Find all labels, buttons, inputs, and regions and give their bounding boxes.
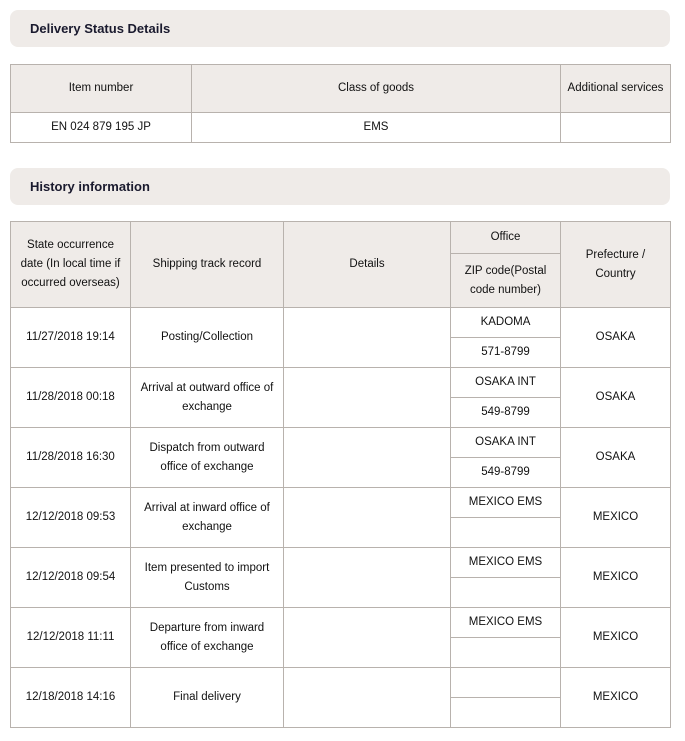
- office-cell: MEXICO EMS: [451, 548, 561, 578]
- history-table: [10, 221, 671, 728]
- item-number-cell: EN 024 879 195 JP: [11, 113, 192, 143]
- header-prefecture: Prefecture / Country: [561, 222, 671, 308]
- track-record-cell: Item presented to import Customs: [131, 548, 284, 608]
- details-cell: [284, 668, 451, 728]
- delivery-status-heading: Delivery Status Details: [10, 10, 670, 47]
- prefecture-cell: MEXICO: [561, 548, 671, 608]
- delivery-status-table: [10, 64, 671, 143]
- class-of-goods-cell: EMS: [192, 113, 561, 143]
- history-row: [11, 668, 671, 698]
- history-row: [11, 608, 671, 638]
- details-cell: [284, 368, 451, 428]
- history-row: [11, 428, 671, 458]
- office-cell: OSAKA INT: [451, 428, 561, 458]
- date-cell: 12/12/2018 09:53: [11, 488, 131, 548]
- header-class-of-goods: Class of goods: [192, 65, 561, 113]
- header-additional-services: Additional services: [561, 65, 671, 113]
- track-record-cell: Final delivery: [131, 668, 284, 728]
- zip-cell: 571-8799: [451, 338, 561, 368]
- prefecture-cell: OSAKA: [561, 308, 671, 368]
- history-heading: History information: [10, 168, 670, 205]
- details-cell: [284, 428, 451, 488]
- track-record-cell: Arrival at outward office of exchange: [131, 368, 284, 428]
- header-date: State occurrence date (In local time if occurred overseas): [11, 222, 131, 308]
- prefecture-cell: MEXICO: [561, 488, 671, 548]
- header-track-record: Shipping track record: [131, 222, 284, 308]
- zip-cell: [451, 638, 561, 668]
- office-cell: KADOMA: [451, 308, 561, 338]
- history-row: [11, 488, 671, 518]
- date-cell: 11/28/2018 00:18: [11, 368, 131, 428]
- additional-services-cell: [561, 113, 671, 143]
- prefecture-cell: MEXICO: [561, 608, 671, 668]
- date-cell: 12/12/2018 11:11: [11, 608, 131, 668]
- zip-cell: [451, 698, 561, 728]
- date-cell: 12/18/2018 14:16: [11, 668, 131, 728]
- track-record-cell: Departure from inward office of exchange: [131, 608, 284, 668]
- zip-cell: [451, 578, 561, 608]
- status-row: [11, 113, 671, 143]
- header-item-number: Item number: [11, 65, 192, 113]
- office-cell: MEXICO EMS: [451, 488, 561, 518]
- history-row: [11, 308, 671, 338]
- date-cell: 11/27/2018 19:14: [11, 308, 131, 368]
- prefecture-cell: MEXICO: [561, 668, 671, 728]
- details-cell: [284, 488, 451, 548]
- zip-cell: 549-8799: [451, 458, 561, 488]
- date-cell: 12/12/2018 09:54: [11, 548, 131, 608]
- history-row: [11, 368, 671, 398]
- header-zip: ZIP code(Postal code number): [451, 254, 561, 308]
- prefecture-cell: OSAKA: [561, 368, 671, 428]
- header-office: Office: [451, 222, 561, 254]
- zip-cell: 549-8799: [451, 398, 561, 428]
- header-details: Details: [284, 222, 451, 308]
- history-row: [11, 548, 671, 578]
- details-cell: [284, 308, 451, 368]
- track-record-cell: Dispatch from outward office of exchange: [131, 428, 284, 488]
- office-cell: OSAKA INT: [451, 368, 561, 398]
- details-cell: [284, 608, 451, 668]
- track-record-cell: Posting/Collection: [131, 308, 284, 368]
- track-record-cell: Arrival at inward office of exchange: [131, 488, 284, 548]
- date-cell: 11/28/2018 16:30: [11, 428, 131, 488]
- office-cell: [451, 668, 561, 698]
- prefecture-cell: OSAKA: [561, 428, 671, 488]
- office-cell: MEXICO EMS: [451, 608, 561, 638]
- zip-cell: [451, 518, 561, 548]
- details-cell: [284, 548, 451, 608]
